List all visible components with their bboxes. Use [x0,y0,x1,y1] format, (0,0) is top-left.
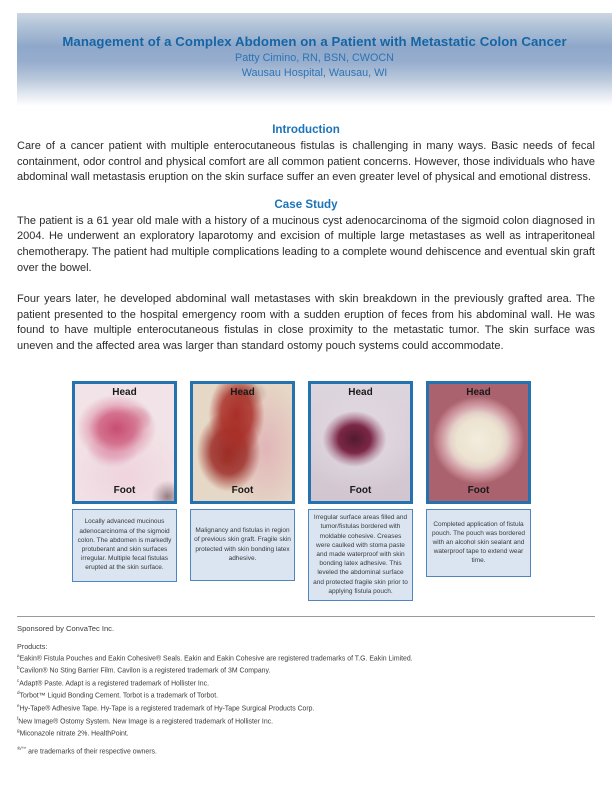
footnote-marker: a [17,652,20,658]
footnote-marker: c [17,677,20,683]
product-text: Cavilon® No Sting Barrier Film. Cavilon is a registered trademark of 3M Company. [19,667,271,675]
footnote-marker: d [17,690,20,696]
case-study-paragraph-2: Four years later, he developed abdominal wall metastases with skin breakdown in the previously grafted area. The patient presented to the hospital emergency room with a sudden eruption of feces from his abdominal wall. He was found to have multiple enterocutaneous fistulas in close proximity to the metastatic tumor. The skin surface was uneven and the affected area was larger than standard ostomy pouch systems could accommodate. [17,293,595,352]
footnote-marker: f [17,715,19,721]
head-label: Head [348,386,373,398]
case-study-heading: Case Study [274,197,338,211]
product-line-adapt [17,676,595,689]
foot-label: Foot [113,484,136,496]
figure-1 [72,381,177,601]
footnote-marker: e [17,702,20,708]
head-label: Head [230,386,255,398]
case-study-paragraph-1: The patient is a 61 year old male with a history of a mucinous cyst adenocarcinoma of the sigmoid colon diagnosed in 2004. He underwent an exploratory laparotomy and excision of multiple large metastases as well as intraperitoneal chemotherapy. The patient had multiple complications leading to a complete wound dehiscence and eventual skin graft over the bowel. [17,214,595,274]
clinical-photo-1 [72,381,177,504]
affiliation-line: Wausau Hospital, Wausau, WI [241,67,388,79]
head-label: Head [112,386,137,398]
page-title: Management of a Complex Abdomen on a Patient with Metastatic Colon Cancer [62,34,567,49]
figure-4-caption: Completed application of fistula pouch. The pouch was bordered with an alcohol skin sealant and waterproof tape to extend wear time. [426,509,531,577]
footnote-marker: b [17,665,20,671]
trademark-note [17,746,595,755]
product-text: Torbot™ Liquid Bonding Cement. Torbot is a trademark of Torbot. [19,692,219,700]
product-line-eakin [17,651,595,664]
clinical-photo-2 [190,381,295,504]
product-text: Eakin® Fistula Pouches and Eakin Cohesive® Seals. Eakin and Eakin Cohesive are registered trademarks of T.G. Eakin Limited. [19,654,413,662]
sponsor-line: Sponsored by ConvaTec Inc. [17,623,115,633]
clinical-photo-4 [426,381,531,504]
header-banner [17,13,612,106]
figure-3-caption: Irregular surface areas filled and tumor/fistulas bordered with moldable cohesive. Creases were caulked with stoma paste and made waterproof with skin bonding latex adhesive. This leveled the abdominal surface and protected fragile skin prior to applying fistula pouch. [308,509,413,601]
figure-1-caption: Locally advanced mucinous adenocarcinoma of the sigmoid colon. The abdomen is markedly protuberant and skin surfaces irregular. Multiple fecal fistulas erupted at the skin surface. [72,509,177,582]
products-heading: Products: [17,641,48,651]
product-line-newimage [17,714,595,727]
head-label: Head [466,386,491,398]
figure-4 [426,381,531,601]
author-line: Patty Cimino, RN, BSN, CWOCN [235,52,394,64]
figure-2-caption: Malignancy and fistulas in region of previous skin graft. Fragile skin protected with skin bonding latex adhesive. [190,509,295,581]
figure-2 [190,381,295,601]
product-text: Hy-Tape® Adhesive Tape. Hy-Tape is a registered trademark of Hy-Tape Surgical Products Corp. [19,705,315,713]
trademark-symbols: ®/™ [17,745,27,751]
footer [17,616,595,755]
product-line-cavilon [17,663,595,676]
product-text: Miconazole nitrate 2%. HealthPoint. [19,730,129,738]
product-text: New Image® Ostomy System. New Image is a registered trademark of Hollister Inc. [18,717,274,725]
clinical-photo-3 [308,381,413,504]
product-line-torbot [17,688,595,701]
introduction-paragraph: Care of a cancer patient with multiple enterocutaneous fistulas is challenging in many ways. Basic needs of fecal containment, odor control and physical comfort are all common patient concerns. However, those individuals who have abdominal wall metastasis eruption on the skin surface suffer an even greater level of physical and emotional distress. [17,140,595,184]
foot-label: Foot [231,484,254,496]
footnote-marker: g [17,728,20,734]
trademark-note-text: are trademarks of their respective owners. [26,747,157,755]
introduction-heading: Introduction [272,123,340,136]
product-line-hytape [17,701,595,714]
product-line-miconazole [17,726,595,739]
figure-3 [308,381,413,601]
figures-row [72,381,612,601]
foot-label: Foot [467,484,490,496]
product-text: Adapt® Paste. Adapt is a registered trademark of Hollister Inc. [19,680,209,688]
foot-label: Foot [349,484,372,496]
